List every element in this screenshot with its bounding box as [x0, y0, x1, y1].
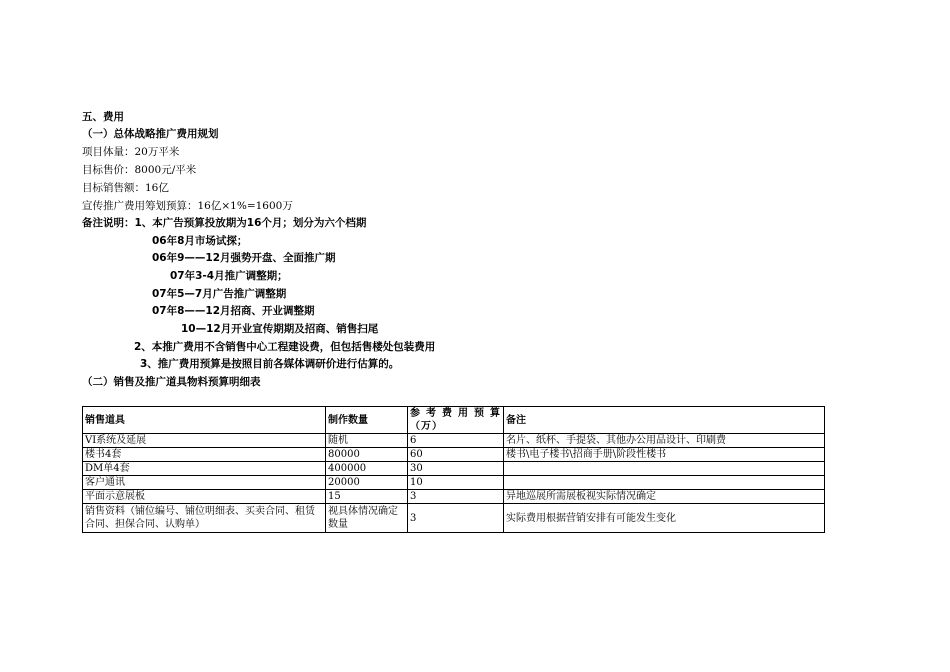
- cell-remarks: 名片、纸杯、手提袋、其他办公用品设计、印刷费: [504, 434, 825, 448]
- header-remarks: 备注: [504, 407, 825, 434]
- cell-remarks: [504, 476, 825, 490]
- cell-tool: 楼书4套: [83, 448, 326, 462]
- cell-budget: 3: [408, 490, 504, 504]
- cell-quantity: 15: [326, 490, 408, 504]
- period-item: 06年9——12月强势开盘、全面推广期: [152, 252, 336, 264]
- cell-tool: DM单4套: [83, 462, 326, 476]
- table-row: [83, 462, 825, 476]
- cell-remarks: [504, 462, 825, 476]
- cell-quantity: 80000: [326, 448, 408, 462]
- cell-remarks: 楼书\电子楼书\招商手册\阶段性楼书: [504, 448, 825, 462]
- cell-tool: VI系统及延展: [83, 434, 326, 448]
- subsection-title-2: （二）销售及推广道具物料预算明细表: [82, 376, 261, 388]
- cell-tool: 销售资料（铺位编号、铺位明细表、买卖合同、租赁合同、担保合同、认购单）: [83, 504, 326, 533]
- period-item: 10—12月开业宣传期期及招商、销售扫尾: [181, 323, 379, 335]
- promo-budget: 宣传推广费用筹划预算：16亿×1%=1600万: [82, 200, 293, 212]
- cell-quantity: 随机: [326, 434, 408, 448]
- period-item: 07年8——12月招商、开业调整期: [152, 305, 315, 317]
- notes-intro: 备注说明：1、本广告预算投放期为16个月；划分为六个档期: [82, 217, 367, 229]
- table-row: [83, 434, 825, 448]
- target-sales: 目标销售额：16亿: [82, 182, 169, 194]
- cell-budget: 6: [408, 434, 504, 448]
- cell-quantity: 400000: [326, 462, 408, 476]
- table-row: [83, 448, 825, 462]
- period-item: 07年5—7月广告推广调整期: [152, 288, 287, 300]
- header-budget: 参考费用预算（万）: [408, 407, 504, 434]
- subsection-title-1: （一）总体战略推广费用规划: [82, 128, 219, 140]
- budget-table: [82, 406, 825, 533]
- header-quantity: 制作数量: [326, 407, 408, 434]
- note-3: 3、推广费用预算是按照目前各媒体调研价进行估算的。: [140, 358, 400, 370]
- cell-remarks: 异地巡展所需展板视实际情况确定: [504, 490, 825, 504]
- cell-budget: 30: [408, 462, 504, 476]
- cell-quantity: 20000: [326, 476, 408, 490]
- cell-tool: 平面示意展板: [83, 490, 326, 504]
- cell-budget: 10: [408, 476, 504, 490]
- cell-budget: 60: [408, 448, 504, 462]
- target-price: 目标售价：8000元/平米: [82, 164, 197, 176]
- period-item: 06年8月市场试探；: [152, 235, 248, 247]
- project-volume: 项目体量：20万平米: [82, 146, 180, 158]
- cell-budget: 3: [408, 504, 504, 533]
- cell-tool: 客户通讯: [83, 476, 326, 490]
- header-tool: 销售道具: [83, 407, 326, 434]
- cell-quantity: 视具体情况确定数量: [326, 504, 408, 533]
- table-row: [83, 490, 825, 504]
- table-row: [83, 476, 825, 490]
- table-header-row: [83, 407, 825, 434]
- table-row: [83, 504, 825, 533]
- cell-remarks: 实际费用根据营销安排有可能发生变化: [504, 504, 825, 533]
- period-item: 07年3-4月推广调整期；: [170, 270, 288, 282]
- section-title: 五、费用: [82, 111, 124, 123]
- note-2: 2、本推广费用不含销售中心工程建设费，但包括售楼处包装费用: [134, 341, 436, 353]
